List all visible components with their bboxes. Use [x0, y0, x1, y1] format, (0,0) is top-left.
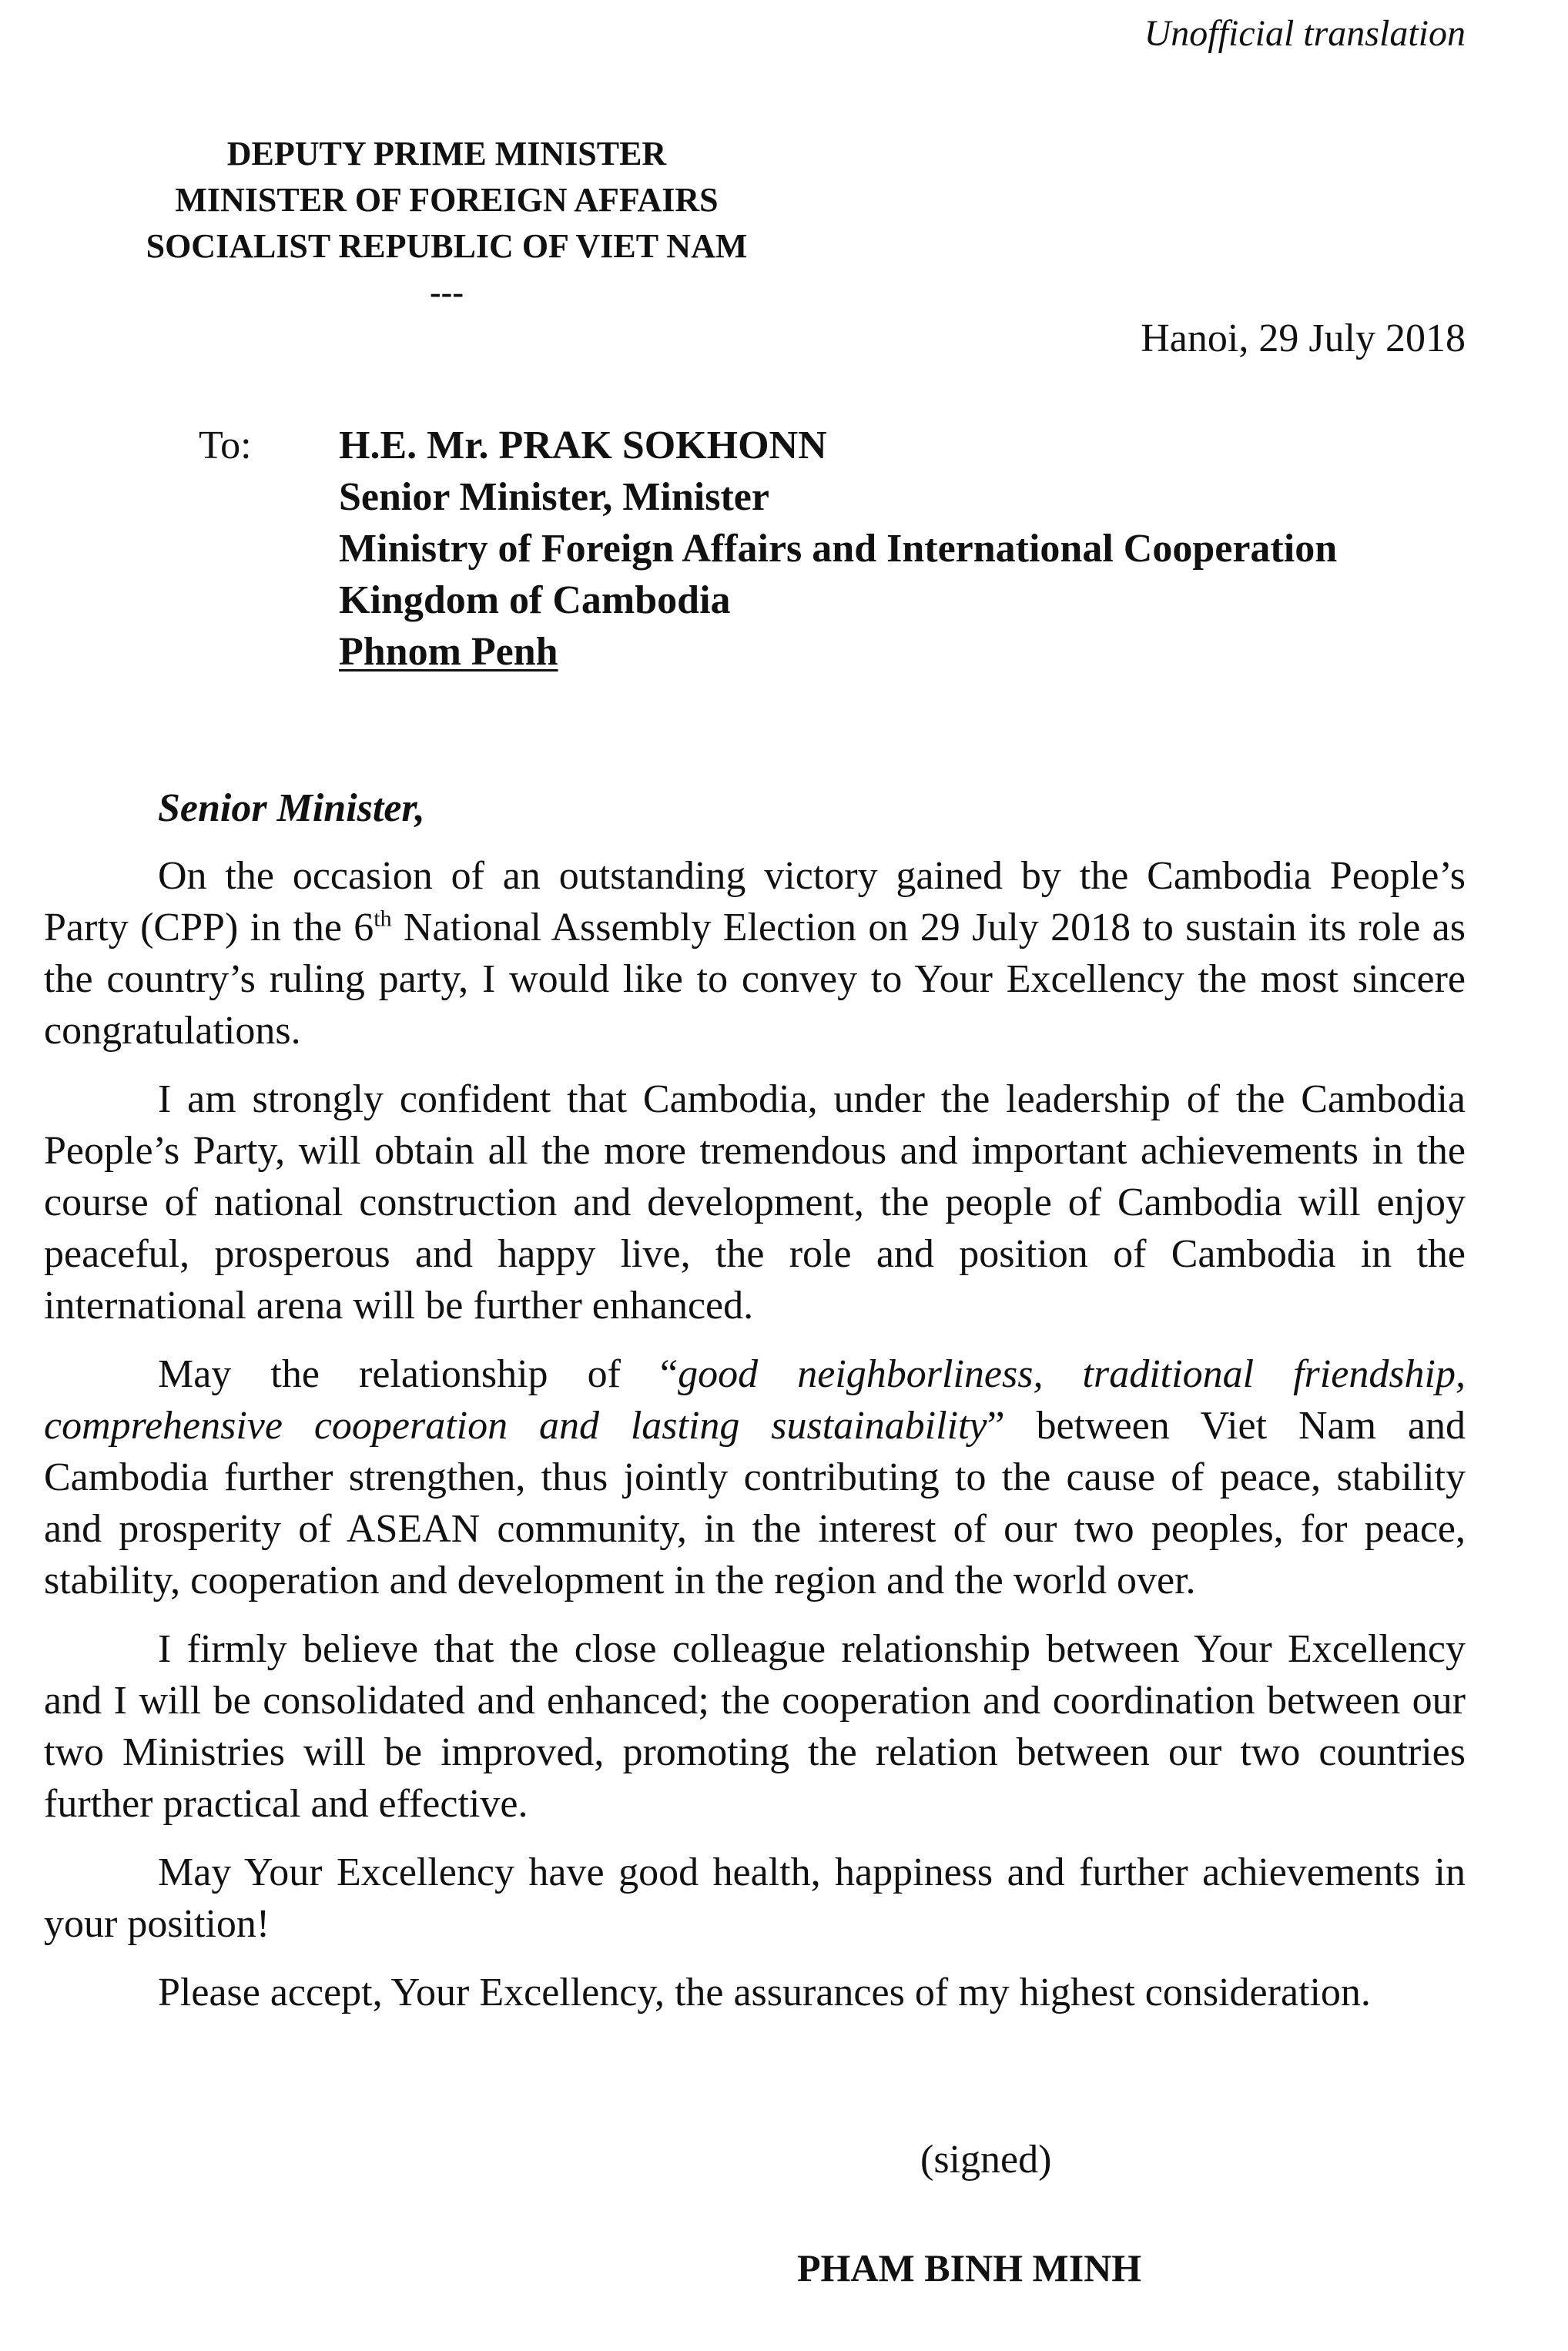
paragraph-3-text-b: ” between Viet Nam and Cambodia further strengthen, thus jointly contributing to the cause of peace, stability and prosperity of ASEAN community, in the interest of our two peoples, for peace, stability, cooperation and development in the region and the world over.	[44, 1404, 1466, 1602]
paragraph-4: I firmly believe that the close colleague relationship between Your Excellency and I will be consolidated and enhanced; the cooperation and coordination between our two Ministries will be improved, promoting the relation between our two countries further practical and effective.	[44, 1627, 1466, 1826]
recipient-ministry: Ministry of Foreign Affairs and International Cooperation	[339, 527, 1338, 571]
paragraph-3-text-a: May the relationship of “	[158, 1352, 678, 1396]
paragraph-2: I am strongly confident that Cambodia, under the leadership of the Cambodia People’s Party, will obtain all the more tremendous and important achievements in the course of national construction and development, the people of Cambodia will enjoy peaceful, prosperous and happy live, the role and position of Cambodia in the international arena will be further enhanced.	[44, 1077, 1466, 1328]
sender-title-line-2: MINISTER OF FOREIGN AFFAIRS	[175, 181, 719, 219]
paragraph-1-text-b: National Assembly Election on 29 July 2018 to sustain its role as the country’s ruling party, I would like to convey to Your Excellency the most sincere congratulations.	[44, 906, 1466, 1053]
sender-title-line-1: DEPUTY PRIME MINISTER	[226, 135, 667, 172]
paragraph-1-text-a: On the occasion of an outstanding victory gained by the Cambodia People’s Party (CPP) in the 6	[44, 854, 1466, 949]
paragraph-3-quote: good neighborliness, traditional friendship, comprehensive cooperation and lasting sustainability	[44, 1352, 1466, 1448]
sender-separator: ---	[430, 273, 464, 311]
salutation: Senior Minister,	[158, 786, 425, 830]
sender-block	[100, 131, 793, 316]
paragraph-6: Please accept, Your Excellency, the assurances of my highest consideration.	[158, 1971, 1371, 2014]
unofficial-translation-note: Unofficial translation	[1144, 13, 1466, 54]
to-label: To:	[199, 424, 252, 467]
signatory-name: PHAM BINH MINH	[797, 2246, 1142, 2289]
recipient-title: Senior Minister, Minister	[339, 475, 769, 519]
recipient-country: Kingdom of Cambodia	[339, 578, 731, 622]
letter-date: Hanoi, 29 July 2018	[1141, 316, 1466, 360]
recipient-block	[339, 420, 1337, 678]
ordinal-superscript: th	[374, 906, 392, 932]
signed-note: (signed)	[920, 2138, 1052, 2182]
paragraph-5: May Your Excellency have good health, happiness and further achievements in your position!	[44, 1850, 1466, 1946]
recipient-name: H.E. Mr. PRAK SOKHONN	[339, 424, 827, 467]
paragraph-1	[44, 850, 1466, 1057]
sender-title-line-3: SOCIALIST REPUBLIC OF VIET NAM	[146, 227, 748, 265]
paragraph-3	[44, 1348, 1466, 1606]
recipient-city: Phnom Penh	[339, 630, 558, 674]
letter-body	[44, 850, 1466, 2018]
